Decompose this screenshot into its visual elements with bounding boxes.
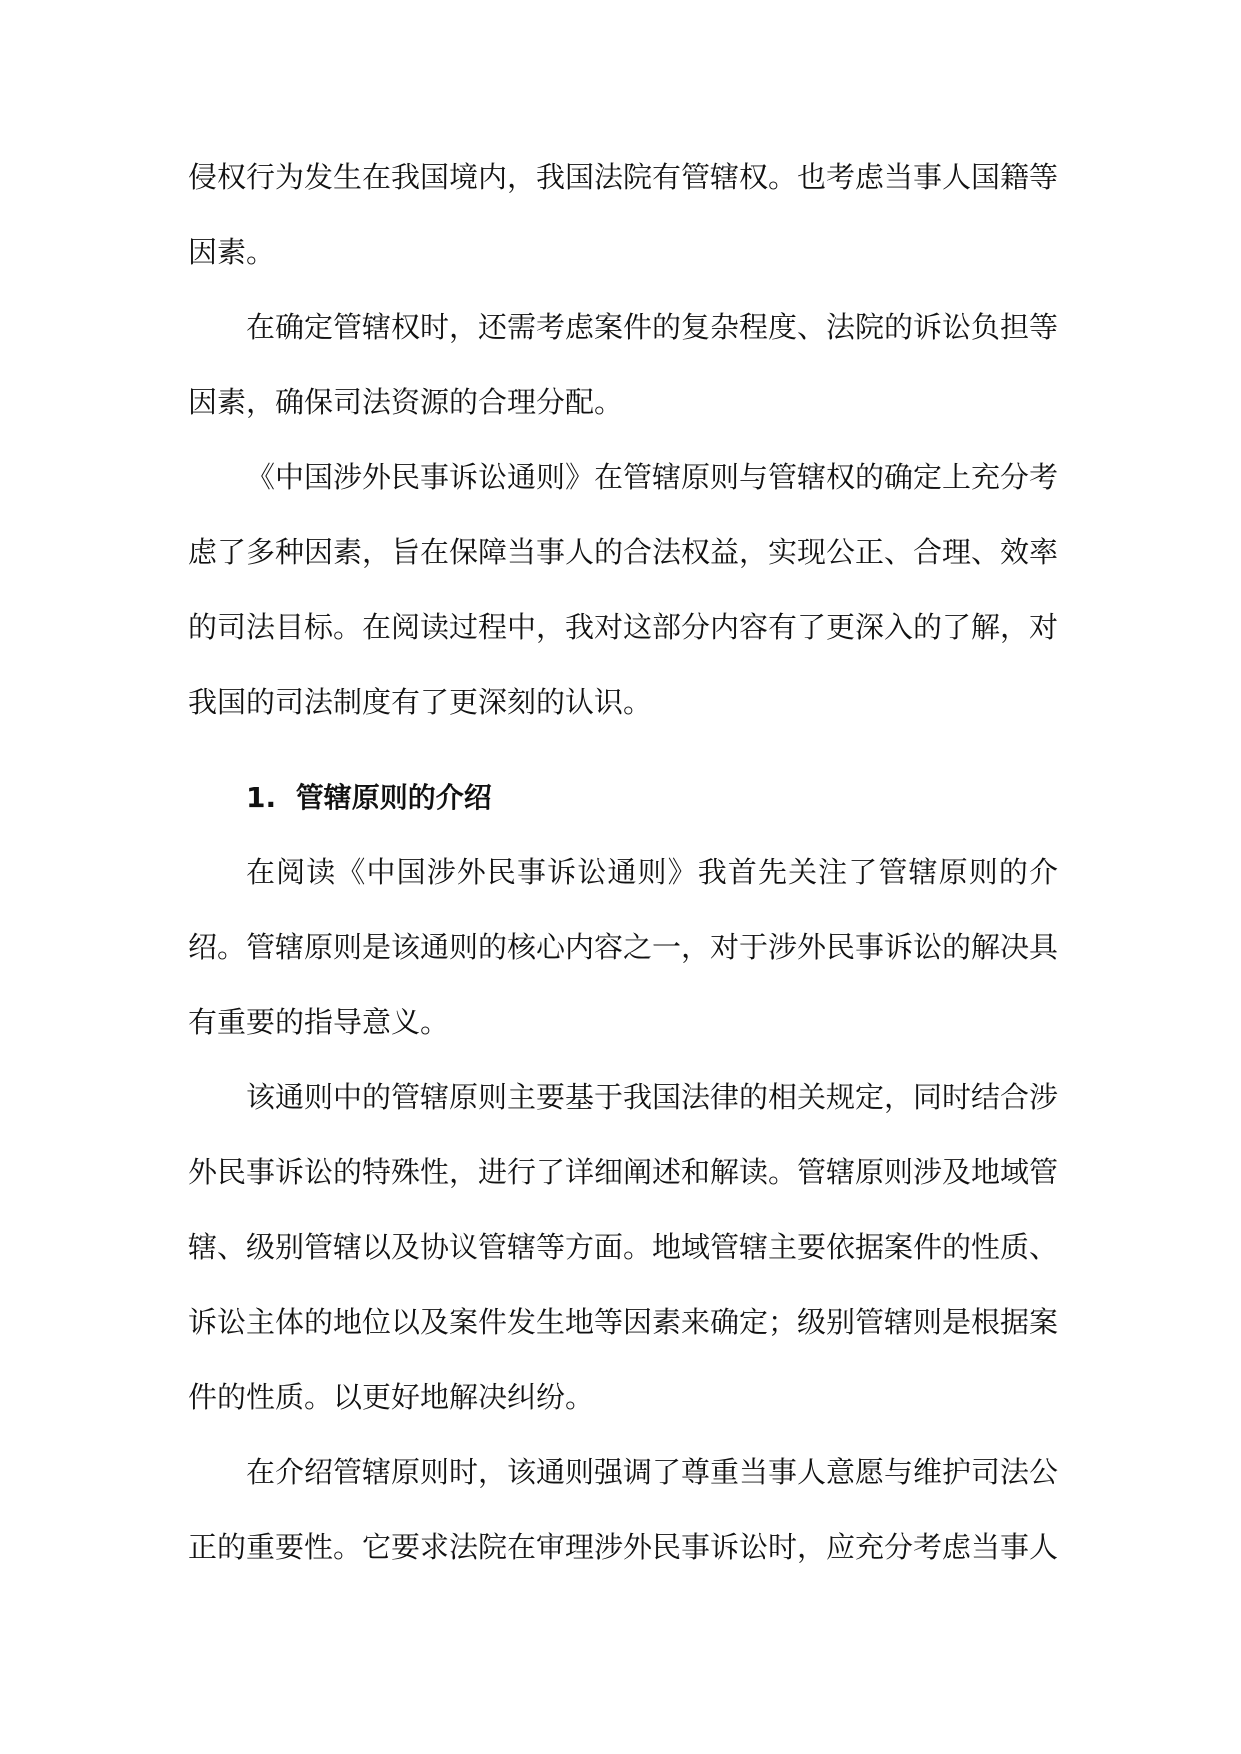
- paragraph: 侵权行为发生在我国境内，我国法院有管辖权。也考虑当事人国籍等因素。: [188, 160, 1059, 269]
- section-heading: [188, 760, 1058, 835]
- document-body: [188, 140, 1058, 1585]
- section-number: 1.: [246, 781, 277, 814]
- paragraph: 该通则中的管辖原则主要基于我国法律的相关规定，同时结合涉外民事诉讼的特殊性，进行了详细阐述和解读。管辖原则涉及地域管辖、级别管辖以及协议管辖等方面。地域管辖主要依据案件的性质、诉讼主体的地位以及案件发生地等因素来确定；级别管辖则是根据案件的性质。以更好地解决纠纷。: [188, 1080, 1059, 1414]
- paragraph: 在介绍管辖原则时，该通则强调了尊重当事人意愿与维护司法公正的重要性。它要求法院在审理涉外民事诉讼时，应充分考虑当事人: [188, 1455, 1059, 1564]
- paragraph: 《中国涉外民事诉讼通则》在管辖原则与管辖权的确定上充分考虑了多种因素，旨在保障当事人的合法权益，实现公正、合理、效率的司法目标。在阅读过程中，我对这部分内容有了更深入的了解，对我国的司法制度有了更深刻的认识。: [188, 460, 1059, 719]
- section-title: 管辖原则的介绍: [295, 781, 492, 814]
- paragraph: 在确定管辖权时，还需考虑案件的复杂程度、法院的诉讼负担等因素，确保司法资源的合理分配。: [188, 310, 1059, 419]
- paragraph: 在阅读《中国涉外民事诉讼通则》我首先关注了管辖原则的介绍。管辖原则是该通则的核心内容之一，对于涉外民事诉讼的解决具有重要的指导意义。: [188, 855, 1059, 1039]
